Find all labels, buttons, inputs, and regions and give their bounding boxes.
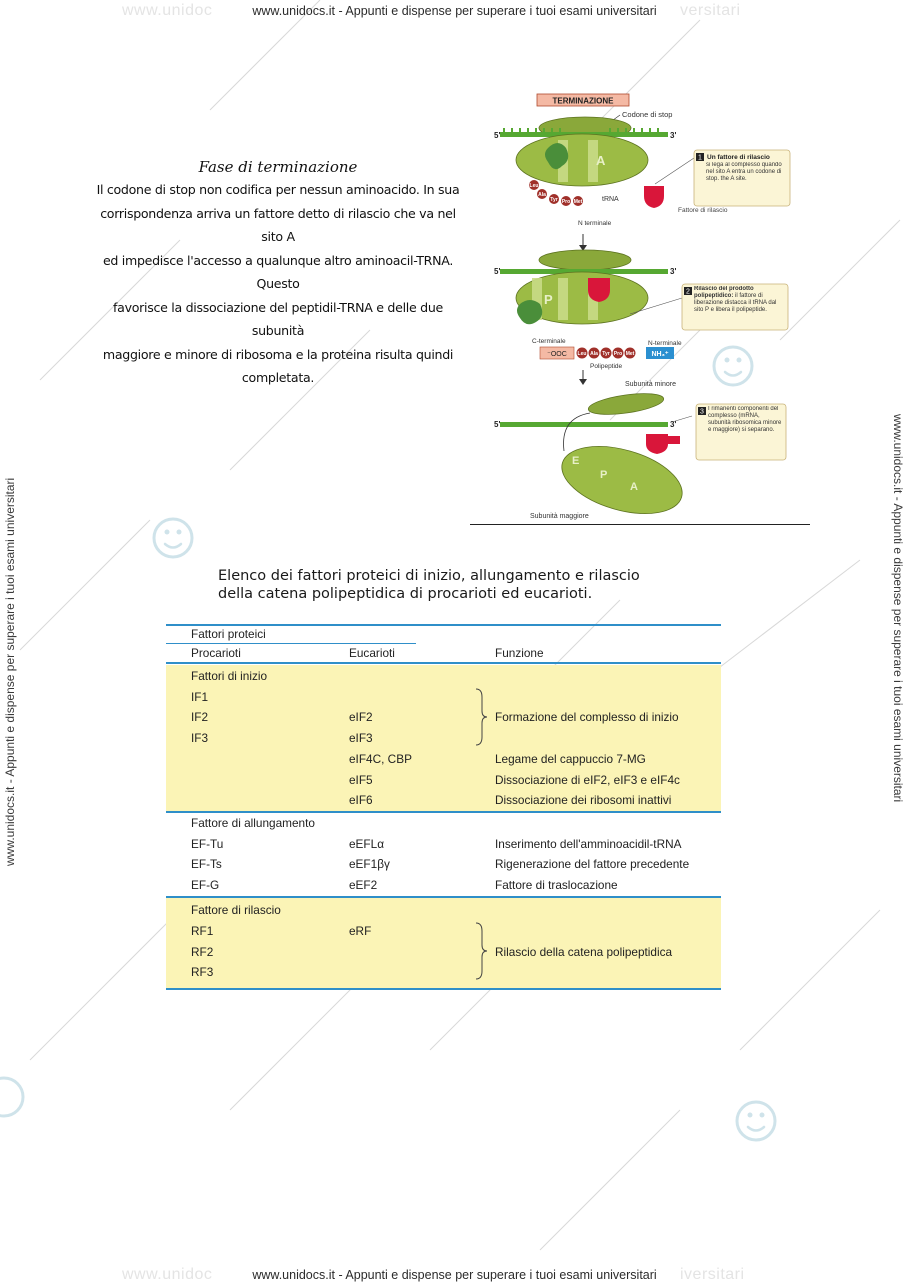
body-line: corrispondenza arriva un fattore detto di rilascio che va nel sito A [100, 205, 456, 244]
step-2-title: Rilascio del prodotto polipeptidico: [694, 286, 754, 299]
site-a-label-3: A [630, 481, 638, 493]
three-prime-label-2: 3' [670, 267, 677, 276]
caption-line: Elenco dei fattori proteici di inizio, allungamento e rilascio [218, 568, 640, 584]
cell-eukaryote: eIF4C, CBP [349, 752, 412, 766]
aa-mid: Ala [590, 351, 598, 357]
header-function: Funzione [495, 646, 544, 660]
cell-prokaryote: EF-G [191, 878, 220, 892]
watermark-footer: www.unidocs.it - Appunti e dispense per superare i tuoi esami universitari [252, 1268, 657, 1282]
aa-mid: Met [625, 351, 635, 357]
brace-initiation [474, 688, 488, 746]
aa-top: Pro [561, 199, 571, 205]
aa-mid: Pro [613, 351, 623, 357]
section-body [88, 178, 468, 390]
n-terminal-label: N terminale [578, 220, 612, 227]
body-line: Il codone di stop non codifica per nessun aminoacido. In sua [96, 182, 460, 197]
cell-eukaryote: eIF5 [349, 773, 373, 787]
aa-top: Tyr [550, 197, 558, 203]
cell-eukaryote: eEF1βγ [349, 857, 390, 871]
cell-eukaryote: eRF [349, 924, 372, 938]
aa-top: Leu [529, 183, 539, 189]
trna-2 [517, 300, 542, 324]
cell-function: Legame del cappuccio 7-MG [495, 752, 646, 766]
release-factor-2 [588, 278, 610, 302]
polypeptide-label: Polipeptide [590, 363, 623, 370]
body-line: favorisce la dissociazione del peptidil-TRNA e delle due subunità [113, 299, 443, 338]
section-title: Fase di terminazione [198, 158, 358, 176]
watermark-ghost-right: versitari [680, 2, 741, 19]
cell-eukaryote: eEFLα [349, 837, 385, 851]
small-subunit-label: Subunità minore [625, 381, 676, 388]
step-1-title: Un fattore di rilascio [707, 154, 770, 161]
cell-function: Rigenerazione del fattore precedente [495, 857, 690, 871]
brace-release [474, 922, 488, 980]
cell-function: Fattore di traslocazione [495, 878, 618, 892]
n-terminal-label-2: N-terminale [648, 340, 682, 347]
cell-prokaryote: RF2 [191, 945, 214, 959]
step-3-number: 3 [700, 408, 704, 416]
five-prime-label-1: 5' [494, 131, 501, 140]
cell-function: Inserimento dell'amminoacidil-tRNA [495, 837, 682, 851]
step-2-number: 2 [686, 288, 690, 296]
body-line: ed impedisce l'accesso a qualunque altro aminoacil-TRNA. Questo [102, 252, 454, 291]
cell-prokaryote: RF3 [191, 965, 214, 979]
cell-prokaryote: IF3 [191, 731, 209, 745]
step-3-text: I rimanenti componenti del complesso (mRNA, subunità ribosomica minore e maggiore) si separano. [708, 406, 782, 433]
cell-prokaryote: RF1 [191, 924, 214, 938]
nh3-label: NH₃⁺ [651, 351, 669, 358]
cell-function: Formazione del complesso di inizio [495, 710, 679, 724]
watermark-left-side: www.unidocs.it - Appunti e dispense per superare i tuoi esami universitari [3, 477, 17, 866]
cell-prokaryote: IF2 [191, 710, 209, 724]
header-eukaryotes: Eucarioti [349, 646, 395, 660]
trna-label: tRNA [602, 196, 619, 203]
caption-line: della catena polipeptidica di procarioti ed eucarioti. [218, 586, 593, 602]
large-subunit-1 [516, 134, 648, 186]
cell-eukaryote: eEF2 [349, 878, 378, 892]
table-caption [218, 567, 738, 603]
cell-eukaryote: eIF2 [349, 710, 373, 724]
header-prokaryotes: Procarioti [191, 646, 241, 660]
aa-top: Ala [538, 192, 546, 198]
site-p-label: P [544, 292, 553, 307]
stop-codon-label: Codone di stop [622, 110, 673, 119]
row-group-label: Fattori di inizio [191, 669, 268, 683]
aa-top: Met [573, 199, 583, 205]
watermark-ghost-left: www.unidoc [122, 2, 213, 19]
row-group-label: Fattore di rilascio [191, 903, 281, 917]
watermark-header: www.unidocs.it - Appunti e dispense per superare i tuoi esami universitari [252, 4, 657, 18]
cell-function: Rilascio della catena polipeptidica [495, 945, 673, 959]
protein-factors-table [166, 624, 721, 990]
cell-prokaryote: EF-Tu [191, 837, 224, 851]
five-prime-label-2: 5' [494, 267, 501, 276]
cell-eukaryote: eIF6 [349, 793, 373, 807]
mrna-3 [500, 422, 668, 427]
figure-rule [470, 524, 810, 525]
termination-figure [470, 88, 810, 528]
header-group: Fattori proteici [191, 627, 266, 641]
figure-banner-label: TERMINAZIONE [552, 96, 614, 106]
aa-mid: Tyr [602, 351, 610, 357]
watermark-ghost-left-bottom: www.unidoc [122, 1266, 213, 1283]
band-initiation [166, 665, 721, 811]
c-terminal-label: C-terminale [532, 338, 566, 345]
site-a-label: A [596, 153, 606, 168]
release-factor-label: Fattore di rilascio [678, 207, 728, 214]
coo-label: ⁻OOC [547, 351, 567, 358]
aa-mid: Leu [577, 351, 587, 357]
watermark-right-side: www.unidocs.it - Appunti e dispense per superare i tuoi esami universitari [891, 414, 905, 803]
body-line: completata. [241, 370, 315, 385]
cell-function: Dissociazione di eIF2, eIF3 e eIF4c [495, 773, 680, 787]
row-group-label: Fattore di allungamento [191, 816, 315, 830]
step-2-text: il fattore di liberazione distacca il tRNA dal sito P e libera il polipeptide. [694, 293, 777, 313]
release-factor-1 [644, 186, 664, 208]
site-e-label: E [572, 455, 580, 467]
termination-text [88, 158, 468, 390]
cell-function: Dissociazione dei ribosomi inattivi [495, 793, 672, 807]
cell-prokaryote: IF1 [191, 690, 209, 704]
large-subunit-label: Subunità maggiore [530, 513, 589, 520]
small-subunit-2 [539, 250, 631, 270]
small-subunit-3 [587, 390, 665, 418]
release-factor-3 [646, 434, 668, 454]
body-line: maggiore e minore di ribosoma e la proteina risulta quindi [102, 346, 454, 362]
cell-prokaryote: EF-Ts [191, 857, 222, 871]
watermark-ghost-right-bottom: iversitari [680, 1266, 745, 1283]
site-p-label-3: P [600, 469, 608, 481]
step-1-text: si lega al complesso quando nel sito A entra un codone di stop. the A site. [706, 162, 782, 182]
five-prime-label-3: 5' [494, 420, 501, 429]
three-prime-label-3: 3' [670, 420, 677, 429]
three-prime-label-1: 3' [670, 131, 677, 140]
step-1-number: 1 [698, 154, 702, 162]
cell-eukaryote: eIF3 [349, 731, 373, 745]
